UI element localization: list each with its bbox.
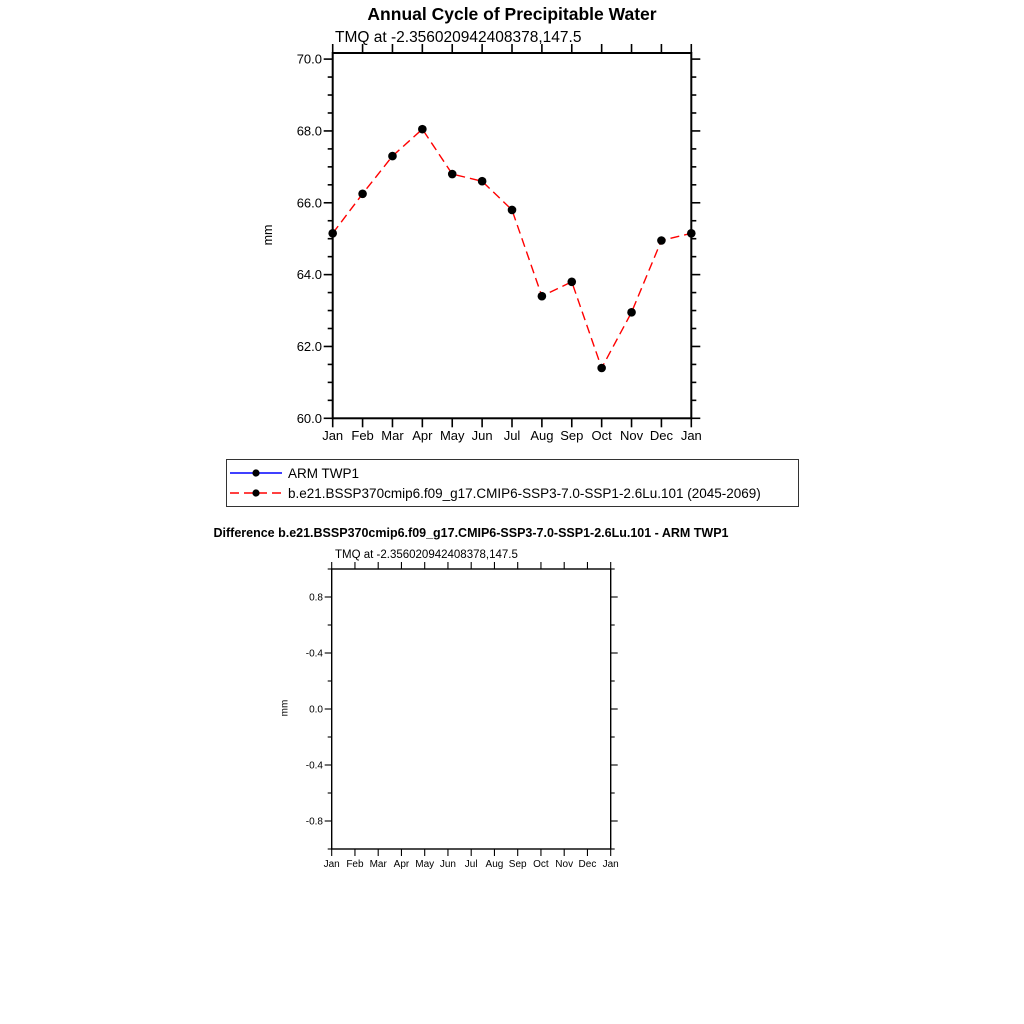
y-tick-label: -0.4	[305, 760, 323, 772]
data-point-marker	[388, 152, 397, 161]
data-point-marker	[358, 190, 367, 199]
data-point-marker	[627, 308, 636, 317]
x-tick-label: Sep	[508, 859, 527, 870]
x-tick-label: Dec	[649, 428, 673, 443]
x-tick-label: May	[439, 428, 465, 443]
legend-marker-icon	[252, 489, 259, 496]
x-tick-label: Sep	[560, 428, 584, 443]
y-tick-label: 64.0	[296, 267, 322, 283]
x-tick-label: Jan	[680, 428, 702, 443]
x-tick-label: Aug	[530, 428, 554, 443]
y-tick-label: 66.0	[296, 195, 322, 211]
data-point-marker	[448, 170, 457, 179]
data-point-marker	[538, 292, 547, 301]
legend-marker-icon	[252, 469, 259, 476]
y-tick-label: -0.4	[305, 648, 323, 660]
chart2-y-axis-label: mm	[279, 699, 291, 717]
legend	[226, 459, 799, 507]
legend-entry	[229, 463, 798, 483]
x-tick-label: Mar	[381, 428, 404, 443]
x-tick-label: Nov	[555, 859, 574, 870]
x-tick-label: Jun	[439, 859, 457, 870]
data-point-marker	[508, 206, 517, 215]
y-tick-label: 62.0	[296, 339, 322, 355]
x-tick-label: Jul	[464, 859, 478, 870]
x-tick-label: May	[415, 859, 435, 870]
data-point-marker	[597, 364, 606, 373]
data-point-marker	[328, 229, 337, 238]
y-tick-label: 60.0	[296, 410, 322, 426]
x-tick-label: Apr	[393, 859, 410, 870]
x-tick-label: Apr	[412, 428, 433, 443]
x-tick-label: Jun	[471, 428, 493, 443]
x-tick-label: Jan	[323, 859, 340, 870]
chart1-title: Annual Cycle of Precipitable Water	[367, 4, 657, 24]
legend-entry	[229, 483, 798, 503]
x-tick-label: Feb	[346, 859, 364, 870]
y-tick-label: 68.0	[296, 123, 322, 139]
x-tick-label: Aug	[485, 859, 504, 870]
y-tick-label: 0.8	[309, 592, 323, 604]
legend-line-sample	[229, 465, 285, 481]
data-point-marker	[687, 229, 696, 238]
y-tick-label: 70.0	[296, 51, 322, 67]
chart1-frame	[333, 53, 692, 418]
x-tick-label: Mar	[369, 859, 387, 870]
data-point-marker	[478, 177, 487, 186]
chart1-subtitle: TMQ at -2.356020942408378,147.5	[335, 29, 582, 46]
x-tick-label: Oct	[533, 859, 549, 870]
x-tick-label: Oct	[591, 428, 612, 443]
x-tick-label: Nov	[619, 428, 644, 443]
chart2-subtitle: TMQ at -2.356020942408378,147.5	[335, 549, 518, 561]
data-point-marker	[657, 236, 666, 245]
chart1-y-axis-label: mm	[261, 224, 275, 246]
data-point-marker	[567, 278, 576, 287]
legend-line-sample	[229, 485, 285, 501]
x-tick-label: Feb	[351, 428, 374, 443]
legend-entry-label: b.e21.BSSP370cmip6.f09_g17.CMIP6-SSP3-7.0-SSP1-2.6Lu.101 (2045-2069)	[288, 485, 761, 501]
y-tick-label: -0.8	[305, 816, 323, 828]
series-line	[333, 129, 692, 368]
chart2-title: Difference b.e21.BSSP370cmip6.f09_g17.CMIP6-SSP3-7.0-SSP1-2.6Lu.101 - ARM TWP1	[213, 526, 729, 540]
x-tick-label: Jul	[503, 428, 521, 443]
chart2-frame	[332, 569, 611, 849]
data-point-marker	[418, 125, 427, 134]
x-tick-label: Jan	[602, 859, 619, 870]
y-tick-label: 0.0	[309, 704, 323, 716]
x-tick-label: Jan	[322, 428, 344, 443]
x-tick-label: Dec	[578, 859, 597, 870]
legend-entry-label: ARM TWP1	[288, 465, 360, 481]
